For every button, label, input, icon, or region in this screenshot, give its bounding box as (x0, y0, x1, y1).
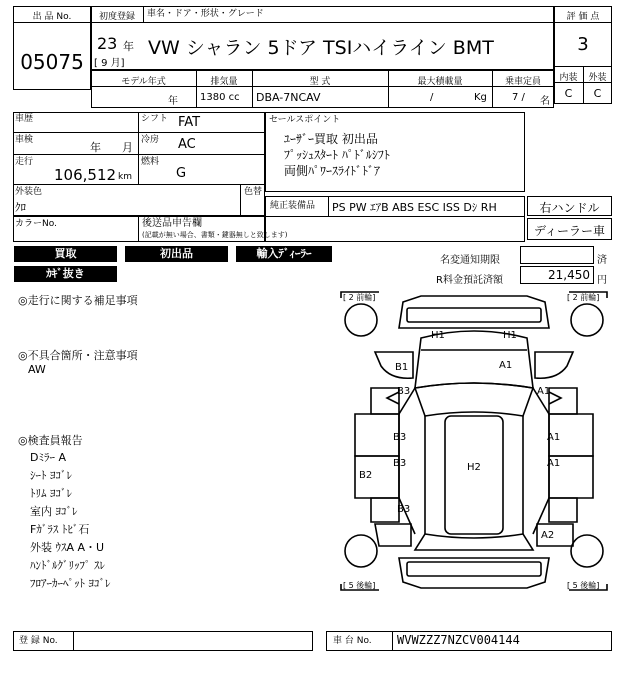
fuel-label: 燃料 (141, 157, 160, 167)
exterior-grade: C (593, 87, 602, 100)
ac-value: AC (178, 137, 196, 152)
inspector-line: Fｶﾞﾗｽ ﾄﾋﾞ石 (30, 523, 90, 536)
inspector-line: ﾌﾛｱｰｶｰﾍﾟｯﾄ ﾖｺﾞﾚ (30, 577, 111, 590)
first-reg-label: 初度登録 (98, 12, 135, 22)
mileage-unit: km (118, 172, 132, 182)
damage-mark: B3 (397, 386, 411, 397)
corner-rear-left-label: [ 5 後輪] (343, 581, 376, 590)
damage-mark: A1 (547, 432, 561, 443)
steering-value: 右ハンドル (539, 201, 600, 215)
recycle-label: R料金預託済額 (436, 275, 503, 286)
damage-mark: A1 (499, 360, 513, 371)
shift-label: シフト (141, 114, 169, 124)
inspector-line: 室内 ﾖｺﾞﾚ (30, 505, 78, 518)
corner-front-right-label: [ 2 前輪] (567, 293, 600, 302)
deadline-label: 名変通知期限 (440, 255, 500, 266)
registration-box (13, 631, 313, 651)
details-box (13, 112, 265, 216)
chassis-label: 車 台 No. (333, 636, 372, 646)
recycle-value: 21,450 (548, 268, 590, 282)
capacity: 7 / (512, 92, 525, 103)
damage-mark: B2 (359, 470, 373, 481)
corner-front-left-label: [ 2 前輪] (343, 293, 376, 302)
model-year-label: モデル年式 (121, 77, 166, 87)
lot-number: 05075 (20, 50, 84, 74)
inspection-year: 年 (90, 141, 101, 154)
inspector-line: Dﾐﾗｰ A (30, 451, 66, 464)
damage-mark: A2 (541, 530, 555, 541)
inspector-line: ﾊﾝﾄﾞﾙｸﾞﾘｯﾌﾟ ｽﾚ (30, 559, 105, 572)
sales-point-title: セールスポイント (269, 115, 341, 125)
color-change-label: 色替 (244, 187, 263, 197)
inspector-line: 外装 ｳｽA A・U (30, 541, 105, 554)
corner-rear-right-label: [ 5 後輪] (567, 581, 600, 590)
max-load-slash: / (430, 92, 434, 103)
damage-mark: B3 (393, 432, 407, 443)
mileage-label: 走行 (15, 157, 34, 167)
ac-label: 冷房 (141, 135, 160, 145)
car-damage-diagram (335, 288, 613, 600)
damage-mark: A1 (537, 386, 551, 397)
ext-color-label: 外装色 (15, 187, 43, 197)
max-load-unit: Kg (474, 92, 487, 103)
sales-point-1: ﾕｰｻﾞｰ買取 初出品 (284, 132, 378, 146)
interior-label: 内装 (559, 73, 578, 83)
shift-value: FAT (178, 115, 201, 130)
color-no-label: カラーNo. (15, 219, 57, 229)
sales-point-2: ﾌﾟｯｼｭｽﾀｰﾄ ﾊﾟﾄﾞﾙｼﾌﾄ (284, 148, 390, 162)
history-label: 車歴 (15, 114, 34, 124)
max-load-label: 最大積載量 (417, 77, 463, 87)
damage-mark: A1 (547, 458, 561, 469)
model-code: DBA-7NCAV (256, 91, 321, 104)
inspection-month: 月 (122, 141, 133, 154)
grade-label: 評 価 点 (566, 12, 600, 22)
aftermarket-label: 後送品申告欄 (142, 218, 202, 229)
reg-month: [ 9 月] (94, 58, 125, 69)
mileage-value: 106,512 (54, 166, 117, 184)
damage-mark: H1 (431, 330, 445, 341)
damage-mark: B3 (397, 504, 411, 515)
displacement: 1380 cc (200, 92, 240, 103)
lot-label: 出 品 No. (32, 12, 72, 22)
damage-mark: H1 (503, 330, 517, 341)
equipment-label: 純正装備品 (270, 201, 316, 211)
damage-mark: B1 (395, 362, 409, 373)
defect-item: AW (28, 363, 46, 376)
aftermarket-note: (記載が無い場合、書類・鍵器無しと致します) (142, 231, 288, 239)
driving-notes-title: ◎走行に関する補足事項 (18, 294, 138, 307)
car-name: VW シャラン 5ドア TSIハイライン BMT (148, 37, 494, 59)
interior-grade: C (564, 87, 573, 100)
deadline-box (520, 246, 594, 264)
reg-year: 23 (97, 34, 118, 53)
import-dealer-badge: 輸入ﾃﾞｨｰﾗｰ (236, 246, 332, 262)
model-label: 型 式 (309, 77, 331, 87)
model-year-unit: 年 (168, 96, 178, 107)
inspector-line: ﾄﾘﾑ ﾖｺﾞﾚ (30, 487, 72, 500)
registration-label: 登 録 No. (19, 636, 58, 646)
exterior-label: 外装 (588, 73, 607, 83)
sales-point-3: 両側ﾊﾟﾜｰｽﾗｲﾄﾞﾄﾞｱ (284, 164, 381, 178)
inspection-label: 車検 (15, 135, 34, 145)
defects-title: ◎不具合箇所・注意事項 (18, 349, 138, 362)
damage-mark: H2 (467, 462, 481, 473)
first-listing-badge: 初出品 (125, 246, 228, 262)
displacement-label: 排気量 (210, 77, 238, 87)
reg-year-unit: 年 (123, 40, 134, 53)
equipment-value: PS PW ｴｱB ABS ESC ISS Dｼ RH (332, 201, 497, 214)
overall-grade: 3 (577, 34, 589, 55)
chassis-number: WVWZZZ7NZCV004144 (397, 633, 520, 647)
capacity-label: 乗車定員 (504, 77, 541, 87)
fuel-value: G (176, 166, 187, 181)
recycle-unit: 円 (597, 275, 607, 286)
car-name-label: 車名・ドア・形状・グレード (147, 9, 264, 19)
buy-badge: 買取 (14, 246, 117, 262)
inspector-line: ｼｰﾄ ﾖｺﾞﾚ (30, 469, 72, 482)
ext-color-value: ｸﾛ (15, 201, 26, 214)
dealer-value: ディーラー車 (533, 224, 606, 238)
inspector-title: ◎検査員報告 (18, 434, 83, 447)
damage-mark: B3 (393, 458, 407, 469)
key-removal-badge: ｶｷﾞ抜き (14, 266, 117, 282)
capacity-unit: 名 (540, 96, 550, 107)
deadline-status: 済 (597, 255, 607, 266)
